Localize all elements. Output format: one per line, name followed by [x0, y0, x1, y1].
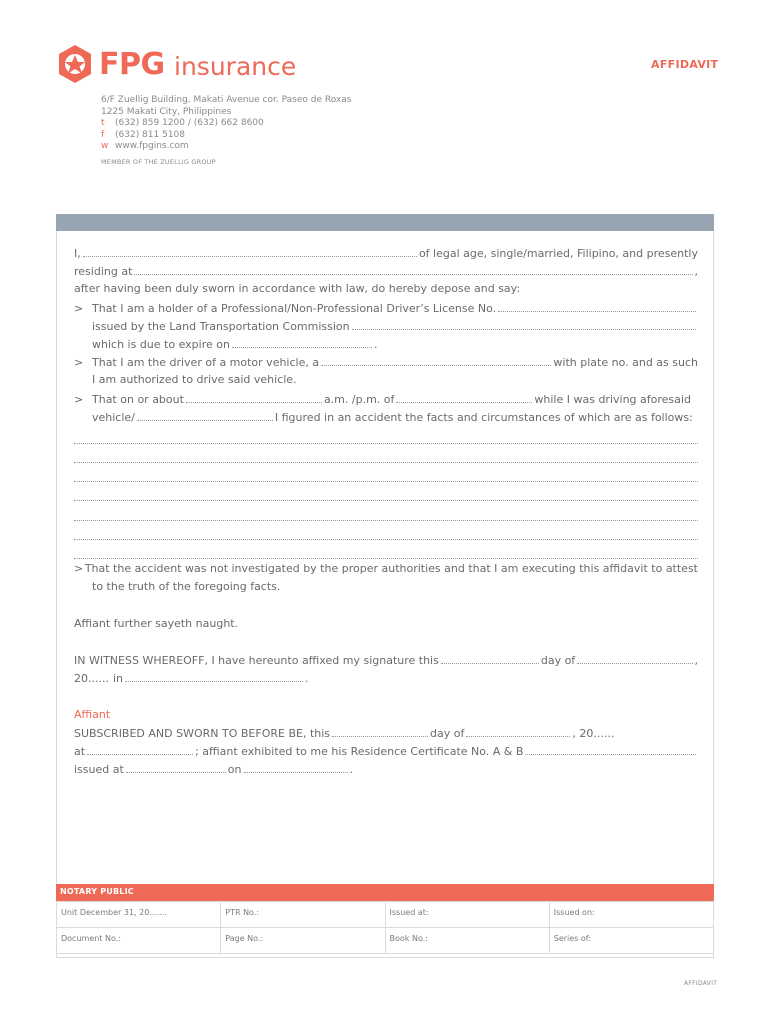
document-title: AFFIDAVIT [651, 58, 719, 71]
witness-place-field[interactable] [125, 669, 303, 682]
period: . [373, 337, 378, 351]
facts-line[interactable] [74, 483, 698, 501]
accident-text: I figured in an accident the facts and circumstances of which are as follows: [274, 410, 693, 424]
legal-age-text: of legal age, single/married, Filipino, and presently [418, 247, 698, 260]
line-license [74, 299, 698, 317]
facts-line[interactable] [74, 503, 698, 521]
authorized-text: I am authorized to drive said vehicle. [92, 373, 297, 387]
subscribed-place-field[interactable] [87, 742, 193, 755]
affiant-label: Affiant [74, 707, 111, 721]
on-about-text: That on or about [92, 392, 184, 406]
fpg-logo-icon [56, 44, 94, 84]
period: . [305, 672, 309, 686]
footer-label: AFFIDAVIT [684, 980, 718, 987]
telephone-line [101, 118, 351, 130]
facts-line[interactable] [74, 522, 698, 540]
line-subscribed [74, 724, 698, 742]
issued-on-cell[interactable]: Issued on: [549, 902, 713, 928]
line-vehicle [74, 353, 698, 371]
notary-table [56, 901, 714, 954]
accident-date-field[interactable] [186, 390, 322, 403]
line-affiant [74, 706, 698, 724]
ptr-no-cell[interactable]: PTR No.: [221, 902, 385, 928]
line-authorized [74, 371, 698, 389]
issued-by-field[interactable] [352, 317, 696, 330]
address-line-2: 1225 Makati City, Philippines [101, 106, 232, 117]
in-text: in [112, 672, 124, 686]
affidavit-body [74, 244, 698, 778]
residence-cert-text: ; affiant exhibited to me his Residence Certificate No. A & B [195, 745, 524, 759]
telephone-value: (632) 859 1200 / (632) 662 8600 [115, 118, 264, 129]
issued-by-text: issued by the Land Transportation Commission [92, 319, 350, 333]
residence-cert-field[interactable] [525, 742, 696, 755]
cert-issued-on-field[interactable] [244, 760, 348, 773]
expiry-text: which is due to expire on [92, 337, 230, 351]
year-text: , 20...... [572, 726, 615, 740]
company-address [101, 95, 351, 169]
period: . [349, 763, 353, 777]
website-value: www.fpgins.com [115, 141, 189, 152]
line-date-time [74, 390, 698, 408]
witness-month-field[interactable] [577, 651, 692, 664]
time-text: a.m. /p.m. of [323, 392, 395, 406]
line-year-place [74, 669, 698, 687]
license-number-field[interactable] [498, 299, 696, 312]
book-no-cell[interactable]: Book No.: [385, 928, 549, 954]
line-not-investigated [74, 560, 698, 578]
license-text: That I am a holder of a Professional/Non-Professional Driver’s License No. [92, 301, 497, 315]
bullet-arrow: > [74, 356, 84, 370]
witness-text: IN WITNESS WHEREOFF, I have hereunto affixed my signature this [74, 654, 439, 668]
year-prefix: 20...... [74, 672, 109, 686]
table-row [57, 902, 714, 928]
facts-line[interactable] [74, 541, 698, 559]
line-truth [74, 578, 698, 596]
comma: , [694, 265, 698, 279]
series-of-cell[interactable]: Series of: [549, 928, 713, 954]
bullet-arrow: > [74, 392, 84, 406]
vehicle-detail-field[interactable] [137, 408, 273, 421]
facts-line[interactable] [74, 464, 698, 482]
not-investigated-text: That the accident was not investigated by the proper authorities and that I am executing this affidavit to attest [84, 562, 698, 576]
brand-subname: insurance [174, 52, 297, 81]
line-sayeth [74, 615, 698, 633]
brand-name: FPG [99, 47, 165, 82]
affiant-prefix: I, [74, 247, 81, 260]
name-field[interactable] [83, 244, 417, 257]
line-residence-cert [74, 742, 698, 760]
line-expiry [74, 335, 698, 353]
line-residence [74, 262, 698, 280]
plate-text: with plate no. and as such [553, 356, 698, 370]
on-text: on [227, 763, 242, 777]
bullet-arrow: > [74, 301, 84, 315]
notary-title: NOTARY PUBLIC [60, 887, 134, 896]
day-of-text: day of [430, 726, 465, 740]
witness-day-field[interactable] [441, 651, 539, 664]
website-key: w [101, 141, 109, 152]
header-band [56, 214, 714, 231]
line-sworn [74, 280, 698, 298]
bullet-arrow: > [74, 562, 84, 576]
subscribed-day-field[interactable] [332, 724, 428, 737]
accident-time-field[interactable] [396, 390, 532, 403]
truth-text: to the truth of the foregoing facts. [92, 580, 281, 594]
fax-key: f [101, 129, 105, 140]
line-witness [74, 651, 698, 669]
subscribed-text: SUBSCRIBED AND SWORN TO BEFORE BE, this [74, 726, 331, 740]
line-accident [74, 408, 698, 426]
unit-cell[interactable]: Unit December 31, 20....... [57, 902, 221, 928]
line-name [74, 244, 698, 262]
sworn-text: after having been duly sworn in accordance with law, do hereby depose and say: [74, 282, 521, 296]
driving-text: while I was driving aforesaid [534, 392, 691, 406]
residence-field[interactable] [134, 262, 692, 275]
line-issued-by [74, 317, 698, 335]
residing-label: residing at [74, 265, 133, 279]
vehicle-field[interactable] [321, 353, 551, 366]
website-line [101, 141, 351, 153]
comma: , [694, 654, 698, 668]
fax-value: (632) 811 5108 [115, 129, 186, 140]
document-no-cell[interactable]: Document No.: [57, 928, 221, 954]
facts-fields [74, 426, 698, 559]
cert-issued-at-field[interactable] [126, 760, 226, 773]
driver-text: That I am the driver of a motor vehicle, a [92, 356, 320, 370]
page-no-cell[interactable]: Page No.: [221, 928, 385, 954]
line-issued-at [74, 760, 698, 778]
facts-line[interactable] [74, 426, 698, 444]
fax-line [101, 130, 351, 142]
member-note: MEMBER OF THE ZUELLIG GROUP [101, 157, 216, 166]
notary-bar [56, 884, 714, 901]
sayeth-text: Affiant further sayeth naught. [74, 616, 239, 630]
at-text: at [74, 745, 86, 759]
day-of-text: day of [540, 654, 576, 668]
address-line-1: 6/F Zuellig Building, Makati Avenue cor. Paseo de Roxas [101, 95, 352, 105]
expiry-date-field[interactable] [232, 335, 372, 348]
subscribed-month-field[interactable] [466, 724, 570, 737]
telephone-key: t [101, 118, 105, 129]
vehicle-label: vehicle/ [92, 410, 135, 424]
facts-line[interactable] [74, 445, 698, 463]
table-row [57, 928, 714, 954]
issued-at-cell[interactable]: Issued at: [385, 902, 549, 928]
issued-at-text: issued at [74, 763, 124, 777]
